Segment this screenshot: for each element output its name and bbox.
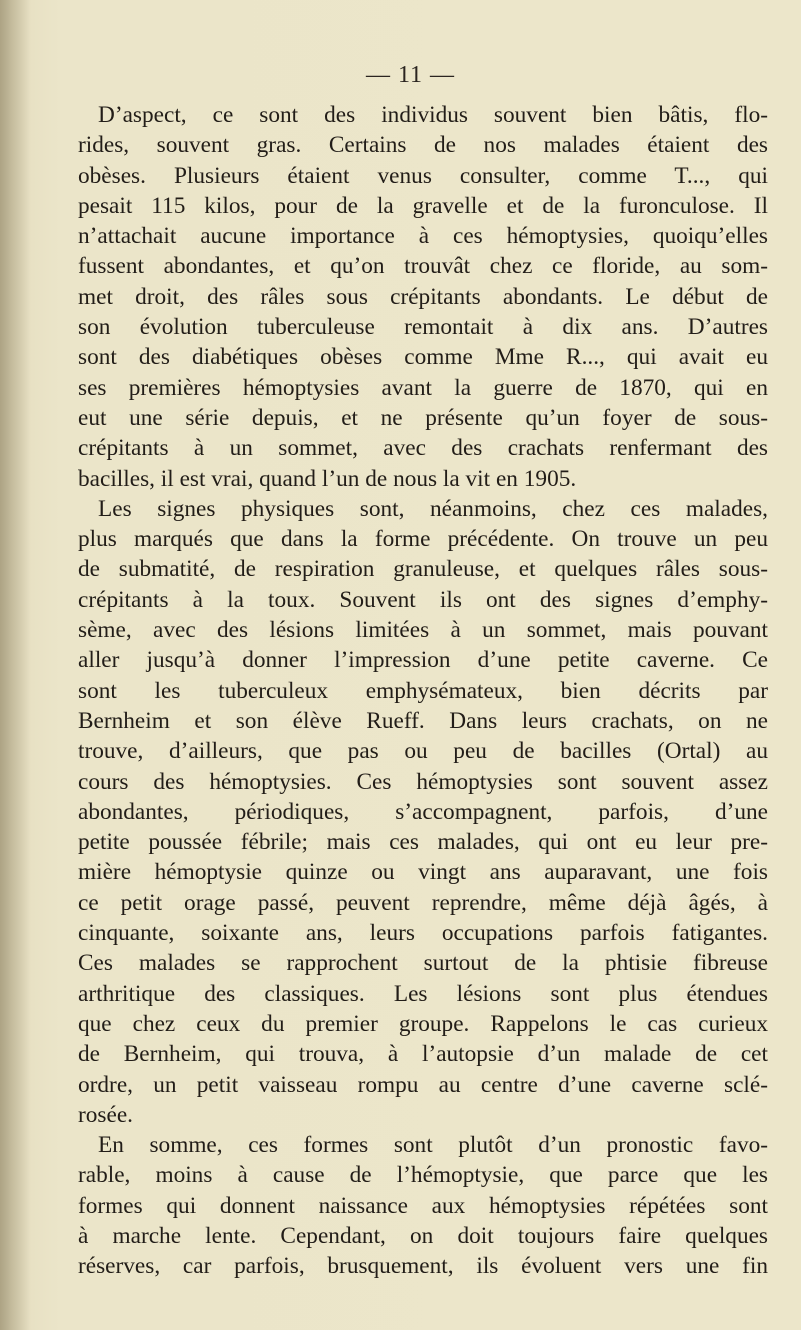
- text-line: ce petit orage passé, peuvent reprendre, même déjà âgés, à: [78, 889, 768, 916]
- text-line: obèses. Plusieurs étaient venus consulter, comme T..., qui: [78, 162, 768, 189]
- text-line: ses premières hémoptysies avant la guerre de 1870, qui en: [78, 374, 768, 401]
- text-line: sème, avec des lésions limitées à un sommet, mais pouvant: [78, 617, 768, 644]
- text-line: son évolution tuberculeuse remontait à dix ans. D’autres: [78, 314, 768, 341]
- text-line: crépitants à la toux. Souvent ils ont des signes d’emphy-: [78, 586, 768, 613]
- text-line: à marche lente. Cependant, on doit toujours faire quelques: [78, 1222, 768, 1249]
- text-line: fussent abondantes, et qu’on trouvât chez ce floride, au som-: [78, 253, 768, 280]
- text-line: crépitants à un sommet, avec des crachats renfermant des: [78, 435, 768, 462]
- text-line: trouve, d’ailleurs, que pas ou peu de bacilles (Ortal) au: [78, 738, 768, 765]
- text-line: Bernheim et son élève Rueff. Dans leurs crachats, on ne: [78, 707, 768, 734]
- text-line: réserves, car parfois, brusquement, ils évoluent vers une fin: [78, 1253, 768, 1280]
- page-number: — 11 —: [365, 62, 456, 88]
- text-line: que chez ceux du premier groupe. Rappelons le cas curieux: [78, 1010, 768, 1037]
- text-line: En somme, ces formes sont plutôt d’un pronostic favo-: [98, 1132, 768, 1159]
- text-line: Ces malades se rapprochent surtout de la phtisie fibreuse: [78, 950, 768, 977]
- page-binding-shadow: [0, 0, 30, 1330]
- text-line: cinquante, soixante ans, leurs occupations parfois fatigantes.: [78, 920, 768, 947]
- text-line: de submatité, de respiration granuleuse, et quelques râles sous-: [78, 556, 768, 583]
- text-line: eut une série depuis, et ne présente qu’un foyer de sous-: [78, 404, 768, 431]
- text-line: bacilles, il est vrai, quand l’un de nous la vit en 1905.: [78, 465, 577, 492]
- body-text: [78, 100, 768, 1282]
- text-line: petite poussée fébrile; mais ces malades, qui ont eu leur pre-: [78, 829, 768, 856]
- text-line: rosée.: [78, 1101, 133, 1128]
- text-line: aller jusqu’à donner l’impression d’une petite caverne. Ce: [78, 647, 768, 674]
- text-line: D’aspect, ce sont des individus souvent bien bâtis, flo-: [98, 102, 768, 128]
- text-line: de Bernheim, qui trouva, à l’autopsie d’un malade de cet: [78, 1041, 768, 1068]
- text-line: cours des hémoptysies. Ces hémoptysies sont souvent assez: [78, 768, 768, 795]
- text-line: rides, souvent gras. Certains de nos malades étaient des: [78, 132, 768, 159]
- text-line: rable, moins à cause de l’hémoptysie, que parce que les: [78, 1162, 768, 1189]
- text-line: Les signes physiques sont, néanmoins, chez ces malades,: [98, 495, 768, 522]
- text-line: mière hémoptysie quinze ou vingt ans auparavant, une fois: [78, 859, 768, 886]
- text-line: formes qui donnent naissance aux hémoptysies répétées sont: [78, 1192, 768, 1219]
- text-line: met droit, des râles sous crépitants abondants. Le début de: [78, 283, 768, 310]
- text-line: sont les tuberculeux emphysémateux, bien décrits par: [78, 677, 768, 704]
- text-line: sont des diabétiques obèses comme Mme R..., qui avait eu: [78, 344, 768, 371]
- text-line: abondantes, périodiques, s’accompagnent, parfois, d’une: [78, 798, 768, 825]
- text-line: plus marqués que dans la forme précédente. On trouve un peu: [78, 526, 768, 553]
- text-line: n’attachait aucune importance à ces hémoptysies, quoiqu’elles: [78, 223, 768, 250]
- text-line: pesait 115 kilos, pour de la gravelle et de la furonculose. Il: [78, 192, 768, 219]
- text-line: ordre, un petit vaisseau rompu au centre d’une caverne sclé-: [78, 1071, 768, 1098]
- text-line: arthritique des classiques. Les lésions sont plus étendues: [78, 980, 768, 1007]
